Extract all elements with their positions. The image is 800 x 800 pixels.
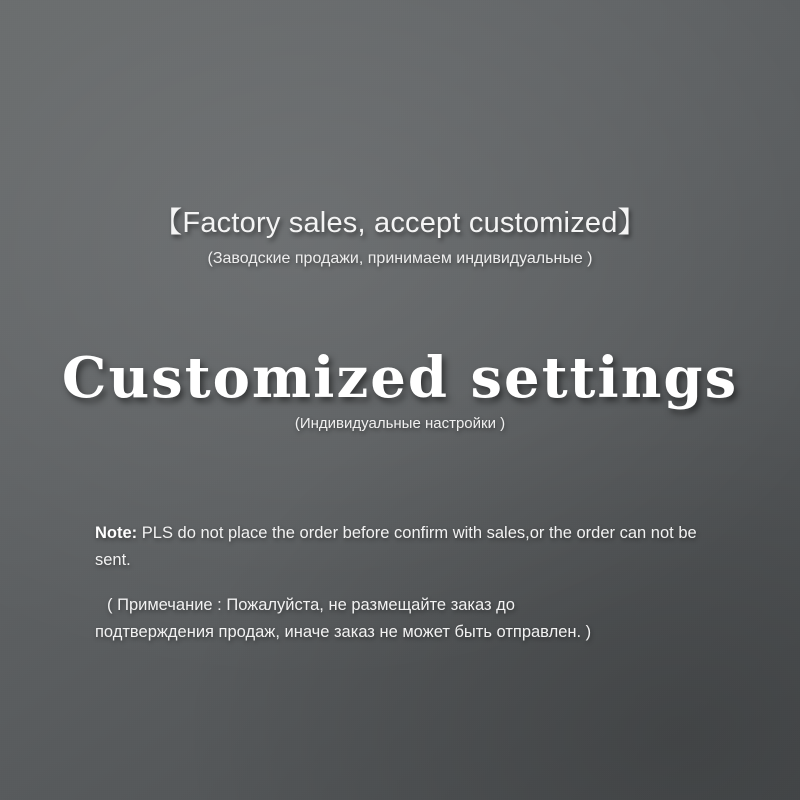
page-title: Customized settings <box>61 345 739 411</box>
headline-russian: (Заводские продажи, принимаем индивидуальные ) <box>207 250 593 267</box>
page-title-russian: (Индивидуальные настройки ) <box>294 415 506 432</box>
headline-english: 【Factory sales, accept customized】 <box>153 207 647 239</box>
note-russian-block <box>95 592 720 645</box>
note-english-text: PLS do not place the order before confirm with sales,or the order can not be sent. <box>95 524 697 569</box>
note-label: Note: <box>95 524 138 542</box>
note-russian-line-1: ( Примечание : Пожалуйста, не размещайте заказ до <box>107 596 515 614</box>
note-english-block <box>95 520 710 573</box>
note-russian-line-2: подтверждения продаж, иначе заказ не может быть отправлен. ) <box>95 622 592 641</box>
